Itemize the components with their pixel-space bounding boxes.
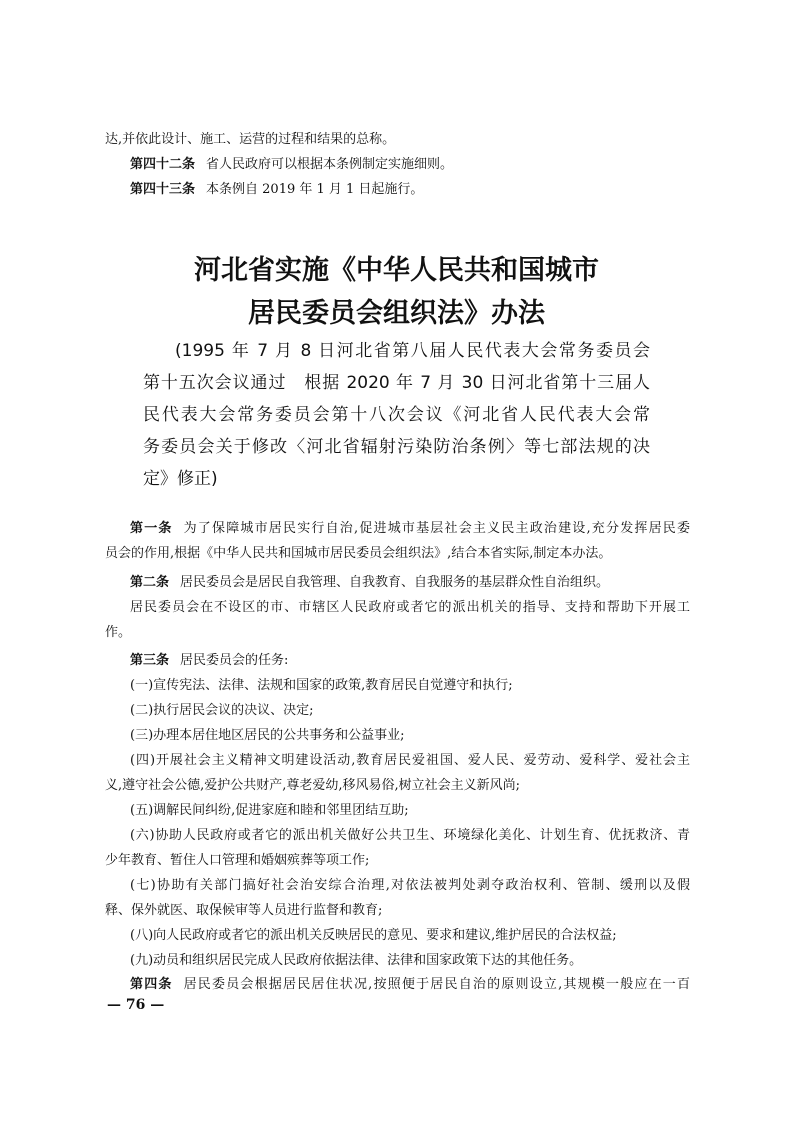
article-heading: 第二条 [130,575,170,590]
article-text: 本条例自 2019 年 1 月 1 日起施行。 [206,182,424,197]
list-item: (二)执行居民会议的决议、决定; [130,703,314,718]
page-number: — 76 — [107,997,165,1013]
text-line: 作。 [105,625,132,640]
article-heading: 第一条 [130,521,173,536]
article-3 [130,652,690,669]
text-line: 达,并依此设计、施工、运营的过程和结果的总称。 [105,132,396,147]
adoption-note-line: 民代表大会常务委员会第十八次会议《河北省人民代表大会常 [143,405,650,425]
text-line: 居民委员会在不设区的市、市辖区人民政府或者它的派出机关的指导、支持和帮助下开展工 [130,600,690,615]
document-title-line-1: 河北省实施《中华人民共和国城市 [194,255,599,286]
list-item: (九)动员和组织居民完成人民政府依据法律、法律和国家政策下达的其他任务。 [130,953,583,968]
list-item: (四)开展社会主义精神文明建设活动,教育居民爱祖国、爱人民、爱劳动、爱科学、爱社会主 [130,753,690,768]
document-title-line-2: 居民委员会组织法》办法 [248,298,545,329]
article-2 [130,574,690,591]
text-line: 释、保外就医、取保候审等人员进行监督和教育; [105,903,383,918]
adoption-note-line: 务委员会关于修改〈河北省辐射污染防治条例〉等七部法规的决 [143,437,650,457]
article-43 [130,181,690,198]
article-heading: 第四十三条 [130,182,196,197]
text-line: 义,遵守社会公德,爱护公共财产,尊老爱幼,移风易俗,树立社会主义新风尚; [105,778,521,793]
article-heading: 第四十二条 [130,157,196,172]
article-heading: 第三条 [130,653,170,668]
list-item: (一)宣传宪法、法律、法规和国家的政策,教育居民自觉遵守和执行; [130,678,513,693]
article-text: 为了保障城市居民实行自治,促进城市基层社会主义民主政治建设,充分发挥居民委 [183,521,690,536]
list-item: (七)协助有关部门搞好社会治安综合治理,对依法被判处剥夺政治权利、管制、缓刑以及假 [130,878,690,893]
article-text: 省人民政府可以根据本条例制定实施细则。 [206,157,454,172]
article-1 [130,520,690,537]
article-4 [130,976,690,993]
adoption-note-line: 第十五次会议通过 根据 2020 年 7 月 30 日河北省第十三届人 [143,373,650,393]
article-text: 居民委员会根据居民居住状况,按照便于居民自治的原则设立,其规模一般应在一百 [183,977,690,992]
adoption-note-line: 定》修正) [143,469,218,489]
list-item: (三)办理本居住地区居民的公共事务和公益事业; [130,728,405,743]
text-line: 少年教育、暂住人口管理和婚姻殡葬等项工作; [105,853,370,868]
list-item: (六)协助人民政府或者它的派出机关做好公共卫生、环境绿化美化、计划生育、优抚救济、青 [130,828,690,843]
adoption-note-line: (1995 年 7 月 8 日河北省第八届人民代表大会常务委员会 [175,341,650,361]
list-item: (五)调解民间纠纷,促进家庭和睦和邻里团结互助; [130,803,409,818]
text-line: 员会的作用,根据《中华人民共和国城市居民委员会组织法》,结合本省实际,制定本办法。 [105,546,612,561]
article-42 [130,156,690,173]
article-heading: 第四条 [130,977,173,992]
list-item: (八)向人民政府或者它的派出机关反映居民的意见、要求和建议,维护居民的合法权益; [130,928,617,943]
article-text: 居民委员会是居民自我管理、自我教育、自我服务的基层群众性自治组织。 [180,575,610,590]
article-text: 居民委员会的任务: [180,653,289,668]
